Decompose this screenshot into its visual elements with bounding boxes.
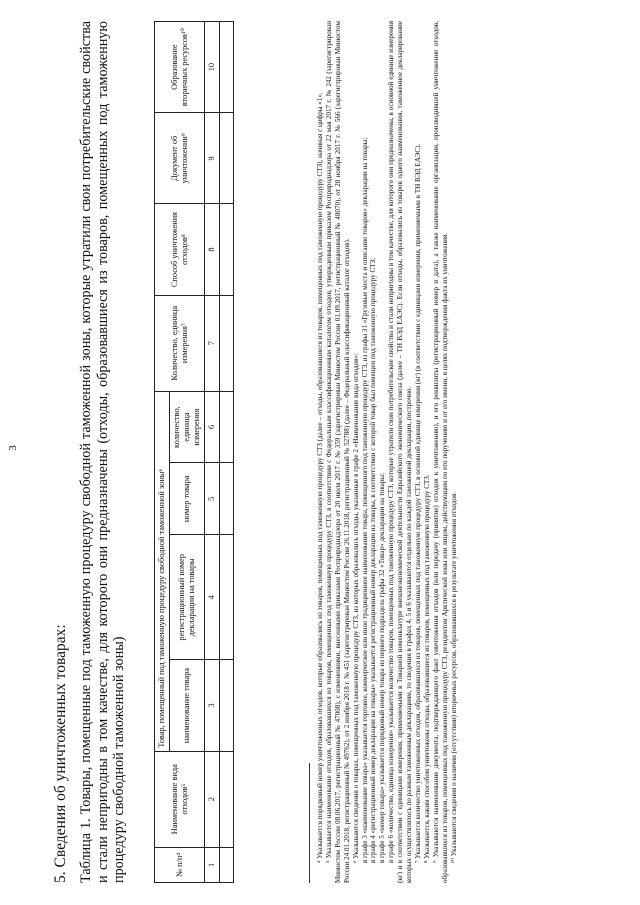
table-title: Таблица 1. Товары, помещенные под таможенную процедуру свободной таможенной зоны, которые утратили свои потребительские свойства и стали непригодны в том качестве, для которого они предназначены (отходы, образовавшиеся из товаров, помещенных под таможенную процедуру свободной таможенной зоны) [78,21,127,883]
empty-cell [220,22,234,113]
col-index-cell: 4 [205,535,220,660]
footnote: ⁹ Указываются наименование документа, подтверждающего факт уничтожения отходов (или передачу (принятие) отходов к уничтожению), и его реквизиты (регистрационный номер и дата), а также наименование организации, производившей уничтожение отходов, образовавшихся из товаров, помещенных под таможенную процедуру СТЗ, резидентом Арктической зоны или лицом, действующим по его поручению и от его имени, в целях подтверждения факта их уничтожения. [431,21,449,883]
empty-cell [220,751,234,847]
sub-reg-number-header: регистрационный номер декларации на товары [170,535,205,660]
table-numbering-row [205,22,220,883]
sub-item-number-header: номер товара [170,463,205,535]
col-number-header: № п/п⁴ [155,847,205,882]
footnote: ⁶ Указываются сведения о товарах, помещенных под таможенную процедуру СТЗ, из которых образовались отходы, указанные в графе 2 «Наименование вида отходов»: [351,352,360,863]
col-index-cell: 6 [205,391,220,463]
waste-table [154,21,234,883]
col-index-cell: 8 [205,204,220,295]
col-index-cell: 9 [205,113,220,204]
footnote: в графе 4 «регистрационный номер декларации на товары» указывается регистрационный номер декларации на товары, в соответствии с которой товар был помещен под таможенную процедуру СТЗ; [369,257,378,863]
sub-quantity-header: количество, единица измерения [170,391,205,463]
empty-cell [220,295,234,391]
footnote: ⁷ Указывается количество уничтоженных отходов, образовавшихся из товаров, помещенных под таможенную процедуру СТЗ, в основной единице измерения (кг) (в соответствии с единицами измерения, применяемыми в ТН ВЭД ЕАЭС). [413,143,422,863]
footnote: ⁵ Указывается наименование отходов, образовавшихся из товаров, помещенных под таможенную процедуру СТЗ, в соответствии с Федеральным классификационным каталогом отходов, утвержденным приказом Росприроднадзора от 22 мая 2017 г. № 242 (зарегистрирован Минюстом России 08.06.2017, регистрационный № 47008), с изменениями, внесенными приказами Росприроднадзора от 20 июля 2017 г. № 359 (зарегистрирован Минюстом России 01.09.2017, регистрационный № 48070), от 28 ноября 2017 г. № 566 (зарегистрирован Минюстом России 24.01.2018, регистрационный № 49762), от 2 ноября 2018 г. № 451 (зарегистрирован Минюстом России 26.11.2018, регистрационный № 52788) (далее – Федеральный классификационный каталог отходов). [324,21,351,883]
page-number: 3 [6,445,19,451]
empty-cell [220,391,234,463]
empty-cell [220,463,234,535]
footnote: в графе 6 «количество, единица измерения» указывается количество товаров, помещенных под таможенную процедуру СТЗ, которые утратили свои потребительские свойства и стали непригодны в том качестве, для которого они предназначены, в основной единице измерения (кг) и в соответствии с единицами измерения, применяемыми в Товарной номенклатуре внешнеэкономической деятельности Евразийского экономического союза (далее – ТН ВЭД ЕАЭС). Если отходы, образовались из товаров одного наименования, таможенное декларирование которых осуществлялось по разным таможенным декларациям, то сведения в графах 4, 5 и 6 указываются отдельно по каждой таможенной декларации, построчно. [387,21,414,883]
footnotes [316,21,459,883]
col-index-cell: 10 [205,22,220,113]
col-document-header: Документ об уничтожении⁹ [155,113,205,204]
col-quantity-header: Количество, единица измерения⁷ [155,295,205,391]
col-index-cell: 1 [205,847,220,882]
footnote: ⁸ Указывается, каким способом уничтожены отходы, образовавшиеся из товаров, помещенных под таможенную процедуру СТЗ. [422,474,431,863]
footnote: в графе 5 «номер товара» указывается порядковый номер товара из первого подраздела графы 32 «Товар» декларации на товары; [378,472,387,863]
section-title: 5. Сведения об уничтоженных товарах: [52,624,69,883]
empty-cell [220,204,234,295]
table-header-row [155,22,170,883]
footnote: ¹⁰ Указываются сведения о наличии (отсутствии) вторичных ресурсов, образовавшихся в результате уничтожения отходов. [449,491,458,863]
footnote-separator [309,763,310,883]
empty-cell [220,113,234,204]
col-index-cell: 5 [205,463,220,535]
sub-goods-name-header: наименование товара [170,660,205,751]
col-waste-name-header: Наименование вида отходов⁵ [155,751,205,847]
table-empty-row [220,22,234,883]
col-method-header: Способ уничтожения отходов⁸ [155,204,205,295]
col-secondary-resources-header: Образование вторичных ресурсов¹⁰ [155,22,205,113]
empty-cell [220,660,234,751]
footnote: ⁴ Указывается порядковый номер уничтоженных отходов, которые образовались из товаров, помещенных под таможенную процедуру СТЗ (далее – отходы, образовавшиеся из товаров, помещенных под таможенную процедуру СТЗ), начиная с цифры «1». [316,92,324,863]
col-index-cell: 2 [205,751,220,847]
col-goods-group-header: Товар, помещенный под таможенную процедуру свободной таможенной зоны⁶ [155,391,170,751]
col-index-cell: 3 [205,660,220,751]
empty-cell [220,535,234,660]
footnote: в графе 3 «наименование товара» указывается торговое, коммерческое или иное традиционное наименование товара, помещенного под таможенную процедуру СТЗ, из графы 31 «Грузовые места и описание товаров» декларации на товары; [360,137,369,863]
empty-cell [220,847,234,882]
col-index-cell: 7 [205,295,220,391]
